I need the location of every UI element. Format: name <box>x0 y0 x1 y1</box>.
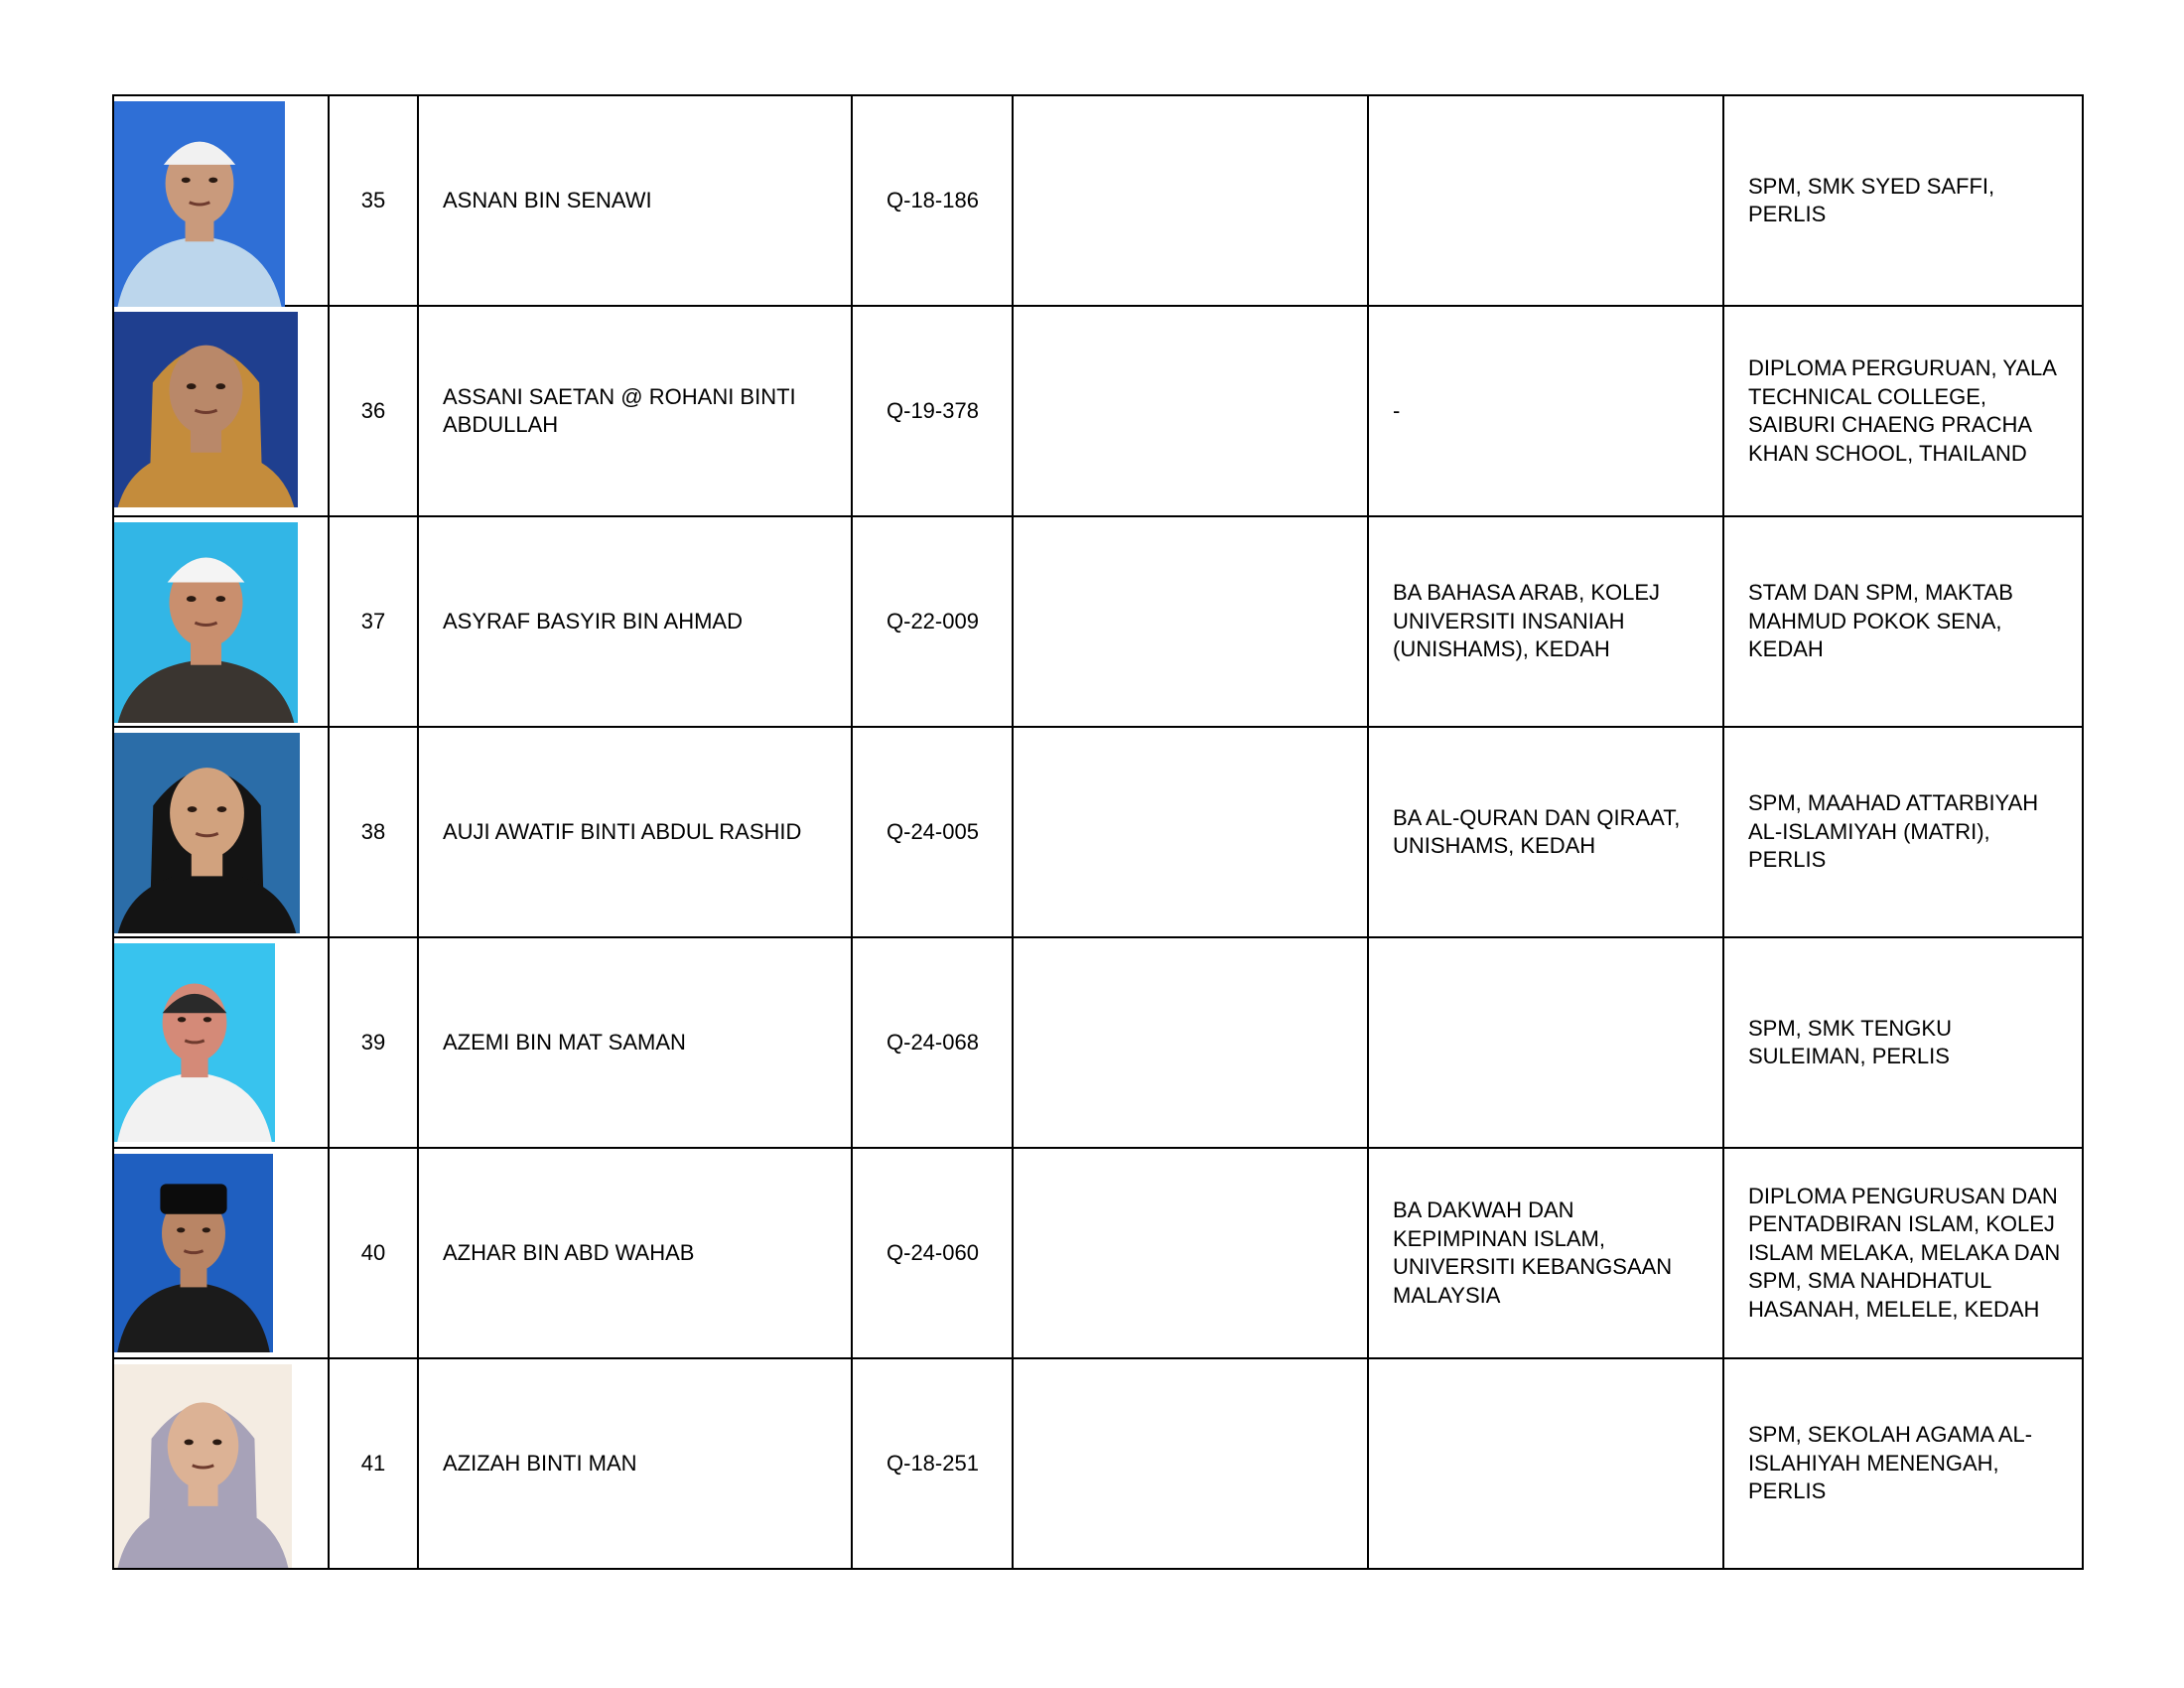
row-number-cell: 35 <box>329 95 418 306</box>
secondary-education-cell: SPM, SMK SYED SAFFI, PERLIS <box>1723 95 2083 306</box>
portrait-photo <box>114 1364 292 1568</box>
degree-cell: BA DAKWAH DAN KEPIMPINAN ISLAM, UNIVERSITI KEBANGSAAN MALAYSIA <box>1368 1148 1723 1358</box>
roster-body <box>113 95 2083 1569</box>
portrait-photo <box>114 943 275 1142</box>
row-number-cell: 39 <box>329 937 418 1148</box>
roster-table <box>112 94 2084 1570</box>
secondary-education-cell: DIPLOMA PENGURUSAN DAN PENTADBIRAN ISLAM, KOLEJ ISLAM MELAKA, MELAKA DAN SPM, SMA NAHDHATUL HASANAH, MELELE, KEDAH <box>1723 1148 2083 1358</box>
reference-cell: Q-18-251 <box>852 1358 1013 1569</box>
row-number-cell: 38 <box>329 727 418 937</box>
table-row <box>113 95 2083 306</box>
degree-cell: BA BAHASA ARAB, KOLEJ UNIVERSITI INSANIAH (UNISHAMS), KEDAH <box>1368 516 1723 727</box>
table-row <box>113 516 2083 727</box>
blank-cell <box>1013 937 1368 1148</box>
secondary-education-cell: SPM, MAAHAD ATTARBIYAH AL-ISLAMIYAH (MATRI), PERLIS <box>1723 727 2083 937</box>
name-cell: AZHAR BIN ABD WAHAB <box>418 1148 852 1358</box>
table-row <box>113 1148 2083 1358</box>
blank-cell <box>1013 1148 1368 1358</box>
name-cell: ASSANI SAETAN @ ROHANI BINTI ABDULLAH <box>418 306 852 516</box>
table-row <box>113 1358 2083 1569</box>
row-number-cell: 41 <box>329 1358 418 1569</box>
degree-cell <box>1368 95 1723 306</box>
photo-cell <box>113 937 329 1148</box>
secondary-education-cell: SPM, SMK TENGKU SULEIMAN, PERLIS <box>1723 937 2083 1148</box>
blank-cell <box>1013 727 1368 937</box>
reference-cell: Q-18-186 <box>852 95 1013 306</box>
reference-cell: Q-19-378 <box>852 306 1013 516</box>
blank-cell <box>1013 516 1368 727</box>
reference-cell: Q-24-068 <box>852 937 1013 1148</box>
table-row <box>113 937 2083 1148</box>
name-cell: ASNAN BIN SENAWI <box>418 95 852 306</box>
reference-cell: Q-22-009 <box>852 516 1013 727</box>
degree-cell: - <box>1368 306 1723 516</box>
table-row <box>113 727 2083 937</box>
secondary-education-cell: STAM DAN SPM, MAKTAB MAHMUD POKOK SENA, KEDAH <box>1723 516 2083 727</box>
name-cell: AZIZAH BINTI MAN <box>418 1358 852 1569</box>
photo-cell <box>113 516 329 727</box>
row-number-cell: 36 <box>329 306 418 516</box>
degree-cell <box>1368 1358 1723 1569</box>
row-number-cell: 40 <box>329 1148 418 1358</box>
secondary-education-cell: DIPLOMA PERGURUAN, YALA TECHNICAL COLLEGE, SAIBURI CHAENG PRACHA KHAN SCHOOL, THAILAND <box>1723 306 2083 516</box>
portrait-photo <box>114 733 300 933</box>
blank-cell <box>1013 306 1368 516</box>
reference-cell: Q-24-060 <box>852 1148 1013 1358</box>
name-cell: ASYRAF BASYIR BIN AHMAD <box>418 516 852 727</box>
name-cell: AZEMI BIN MAT SAMAN <box>418 937 852 1148</box>
row-number-cell: 37 <box>329 516 418 727</box>
degree-cell: BA AL-QURAN DAN QIRAAT, UNISHAMS, KEDAH <box>1368 727 1723 937</box>
portrait-photo <box>114 1154 273 1352</box>
portrait-photo <box>114 312 298 507</box>
photo-cell <box>113 306 329 516</box>
name-cell: AUJI AWATIF BINTI ABDUL RASHID <box>418 727 852 937</box>
photo-cell <box>113 1358 329 1569</box>
blank-cell <box>1013 1358 1368 1569</box>
photo-cell <box>113 1148 329 1358</box>
portrait-photo <box>114 522 298 723</box>
secondary-education-cell: SPM, SEKOLAH AGAMA AL-ISLAHIYAH MENENGAH, PERLIS <box>1723 1358 2083 1569</box>
photo-cell <box>113 727 329 937</box>
table-row <box>113 306 2083 516</box>
blank-cell <box>1013 95 1368 306</box>
portrait-photo <box>114 101 285 307</box>
photo-cell <box>113 95 329 306</box>
degree-cell <box>1368 937 1723 1148</box>
reference-cell: Q-24-005 <box>852 727 1013 937</box>
